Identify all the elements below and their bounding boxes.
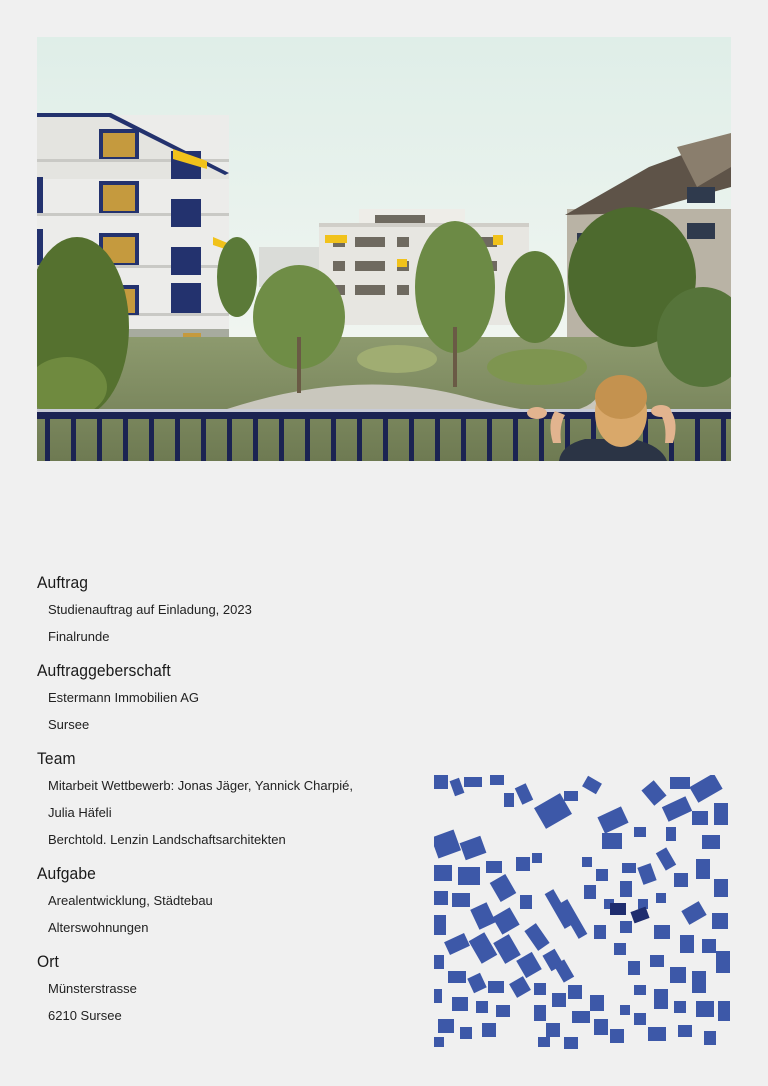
section-line: Berchtold. Lenzin Landschaftsarchitekten: [48, 832, 286, 847]
site-plan-figure: [434, 775, 732, 1049]
section-line: 6210 Sursee: [48, 1008, 122, 1023]
section-line: Finalrunde: [48, 629, 110, 644]
section-ort: [37, 949, 417, 1029]
site-plan-map: [434, 775, 732, 1049]
section-line: Münsterstrasse: [48, 981, 137, 996]
section-line: Julia Häfeli: [48, 805, 112, 820]
section-line: Mitarbeit Wettbewerb: Jonas Jäger, Yannick Charpié,: [48, 778, 353, 793]
project-info: [37, 570, 417, 1037]
hero-rendering: [37, 37, 731, 461]
rendering-image: [37, 37, 731, 461]
section-auftrag: [37, 570, 417, 650]
section-team: [37, 746, 417, 853]
section-title: Auftraggeberschaft: [37, 661, 171, 680]
section-line: Sursee: [48, 717, 90, 732]
section-title: Team: [37, 749, 76, 768]
section-title: Aufgabe: [37, 864, 96, 883]
section-line: Estermann Immobilien AG: [48, 690, 200, 705]
section-auftraggeberschaft: [37, 658, 417, 738]
section-aufgabe: [37, 861, 417, 941]
section-title: Auftrag: [37, 573, 89, 592]
section-line: Studienauftrag auf Einladung, 2023: [48, 602, 252, 617]
section-line: Alterswohnungen: [48, 920, 149, 935]
section-line: Arealentwicklung, Städtebau: [48, 893, 213, 908]
section-title: Ort: [37, 952, 60, 971]
site-plan-buildings: [434, 775, 730, 1049]
